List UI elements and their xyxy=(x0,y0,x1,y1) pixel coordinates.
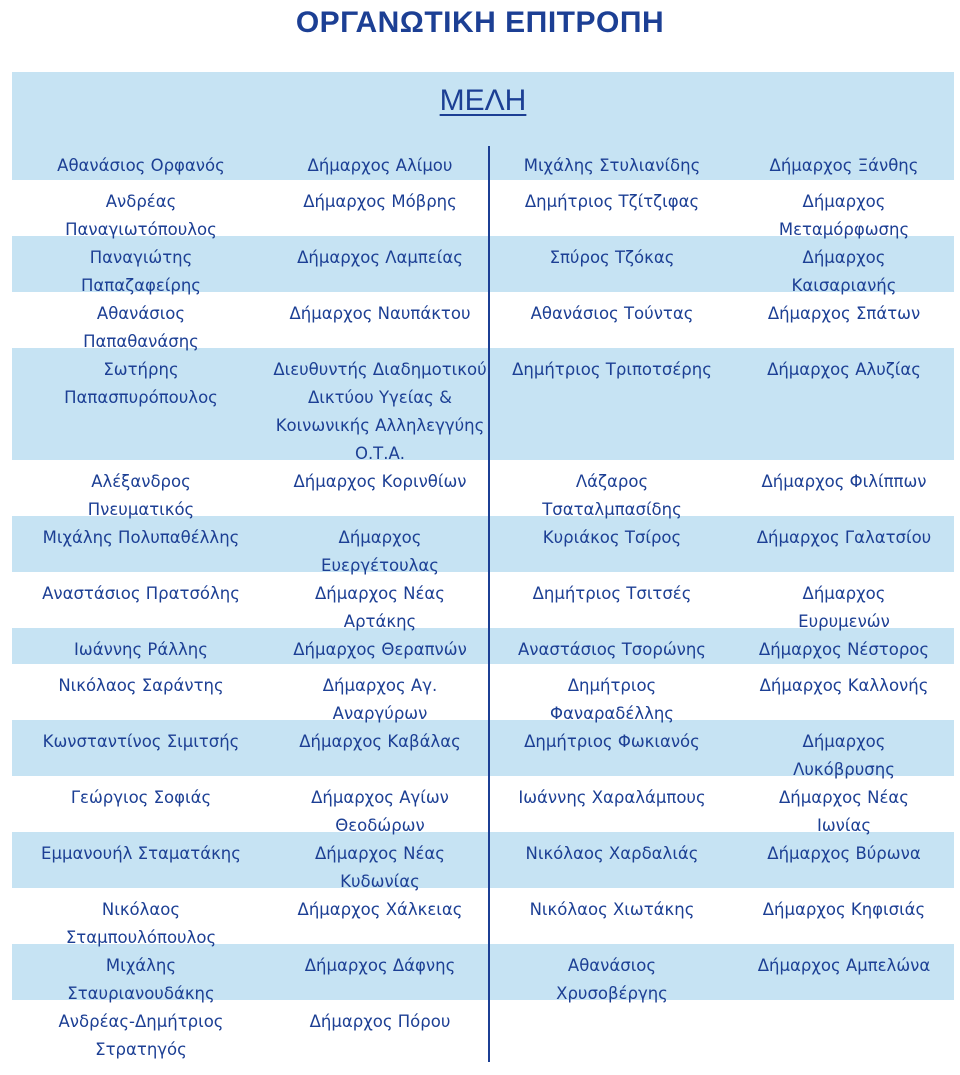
table-row xyxy=(12,572,954,631)
member-name: Μιχάλης Σταυριανουδάκης xyxy=(67,956,215,1003)
member-name: Ανδρέας-Δημήτριος Στρατηγός xyxy=(58,1012,224,1059)
column-divider xyxy=(488,146,490,1062)
member-role: Δήμαρχος Αγ. Αναργύρων xyxy=(322,676,438,723)
member-name: Αθανάσιος Ορφανός xyxy=(57,156,225,175)
member-name: Κωνσταντίνος Σιμιτσής xyxy=(42,732,240,751)
table-row xyxy=(12,236,954,295)
member-name: Δημήτριος Τριποτσέρης xyxy=(512,360,712,379)
members-rows xyxy=(12,144,954,1058)
member-role: Δήμαρχος Κηφισιάς xyxy=(762,900,926,919)
member-role: Δήμαρχος Μόβρης xyxy=(303,192,457,211)
members-table xyxy=(12,72,954,1062)
members-header xyxy=(12,72,954,144)
member-role: Δήμαρχος Δάφνης xyxy=(304,956,456,975)
member-name: Παναγιώτης Παπαζαφείρης xyxy=(81,248,201,295)
member-name: Ιωάννης Ράλλης xyxy=(74,640,208,659)
member-role: Δήμαρχος Ξάνθης xyxy=(769,156,919,175)
table-row xyxy=(12,516,954,575)
member-role: Δήμαρχος Καβάλας xyxy=(299,732,461,751)
table-row xyxy=(12,180,954,239)
member-role: Δήμαρχος Καισαριανής xyxy=(791,248,897,295)
member-role: Δήμαρχος Νέας Αρτάκης xyxy=(315,584,445,631)
member-role: Δήμαρχος Ευρυμενών xyxy=(798,584,890,631)
member-name: Δημήτριος Φαναραδέλλης xyxy=(550,676,674,723)
members-header-label: ΜΕΛΗ xyxy=(439,84,527,117)
member-role: Δήμαρχος Φιλίππων xyxy=(761,472,927,491)
table-row xyxy=(12,460,954,519)
table-row xyxy=(12,1000,954,1058)
member-role: Διευθυντής Διαδημοτικού Δικτύου Υγείας & Κοινωνικής Αλληλεγγύης Ο.Τ.Α. xyxy=(273,360,487,463)
member-name: Αθανάσιος Χρυσοβέργης xyxy=(556,956,668,1003)
member-name: Νικόλαος Σαράντης xyxy=(58,676,224,695)
table-row xyxy=(12,944,954,1003)
member-name: Γεώργιος Σοφιάς xyxy=(70,788,212,807)
member-name: Νικόλαος Χιωτάκης xyxy=(529,900,695,919)
member-name: Δημήτριος Φωκιανός xyxy=(524,732,700,751)
member-role: Δήμαρχος Θεραπνών xyxy=(293,640,467,659)
member-role: Δήμαρχος Μεταμόρφωσης xyxy=(778,192,910,239)
member-name: Μιχάλης Πολυπαθέλλης xyxy=(42,528,240,547)
member-name: Αναστάσιος Πρατσόλης xyxy=(42,584,240,603)
member-role: Δήμαρχος Ναυπάκτου xyxy=(289,304,471,323)
member-role: Δήμαρχος Χάλκειας xyxy=(297,900,463,919)
member-role: Δήμαρχος Αλίμου xyxy=(307,156,453,175)
member-name: Ανδρέας Παναγιωτόπουλος xyxy=(65,192,217,239)
table-row xyxy=(12,348,954,463)
member-name: Εμμανουήλ Σταματάκης xyxy=(41,844,241,863)
page-title: ΟΡΓΑΝΩΤΙΚΗ ΕΠΙΤΡΟΠΗ xyxy=(295,6,665,39)
table-row xyxy=(12,832,954,891)
member-name: Δημήτριος Τσιτσές xyxy=(532,584,692,603)
member-name: Μιχάλης Στυλιανίδης xyxy=(523,156,701,175)
member-name: Νικόλαος Σταμπουλόπουλος xyxy=(65,900,217,947)
member-role: Δήμαρχος Νέας Ιωνίας xyxy=(779,788,909,835)
member-role: Δήμαρχος Πόρου xyxy=(309,1012,451,1031)
member-role: Δήμαρχος Νέας Κυδωνίας xyxy=(315,844,445,891)
member-name: Αθανάσιος Τούντας xyxy=(530,304,694,323)
table-row xyxy=(12,776,954,835)
member-name: Αναστάσιος Τσορώνης xyxy=(518,640,706,659)
member-role: Δήμαρχος Ευεργέτουλας xyxy=(321,528,439,575)
table-row xyxy=(12,144,954,180)
member-role: Δήμαρχος Καλλονής xyxy=(759,676,929,695)
table-row xyxy=(12,720,954,779)
member-name: Σωτήρης Παπασπυρόπουλος xyxy=(64,360,218,407)
member-role: Δήμαρχος Σπάτων xyxy=(767,304,921,323)
member-name: Κυριάκος Τσίρος xyxy=(542,528,682,547)
member-role: Δήμαρχος Λυκόβρυσης xyxy=(793,732,895,779)
member-role: Δήμαρχος Αλυζίας xyxy=(767,360,921,379)
member-role: Δήμαρχος Βύρωνα xyxy=(767,844,921,863)
member-name: Αλέξανδρος Πνευματικός xyxy=(87,472,195,519)
member-role: Δήμαρχος Αμπελώνα xyxy=(757,956,931,975)
member-name: Αθανάσιος Παπαθανάσης xyxy=(83,304,199,351)
table-row xyxy=(12,664,954,723)
member-role: Δήμαρχος Αγίων Θεοδώρων xyxy=(311,788,449,835)
member-role: Δήμαρχος Λαμπείας xyxy=(297,248,463,267)
member-name: Σπύρος Τζόκας xyxy=(549,248,675,267)
member-name: Ιωάννης Χαραλάμπους xyxy=(518,788,706,807)
table-row xyxy=(12,888,954,947)
member-name: Δημήτριος Τζίτζιφας xyxy=(524,192,700,211)
member-name: Νικόλαος Χαρδαλιάς xyxy=(525,844,699,863)
member-role: Δήμαρχος Νέστορος xyxy=(758,640,930,659)
member-role: Δήμαρχος Γαλατσίου xyxy=(756,528,932,547)
member-role: Δήμαρχος Κορινθίων xyxy=(293,472,467,491)
table-row xyxy=(12,292,954,351)
member-name: Λάζαρος Τσαταλμπασίδης xyxy=(542,472,682,519)
